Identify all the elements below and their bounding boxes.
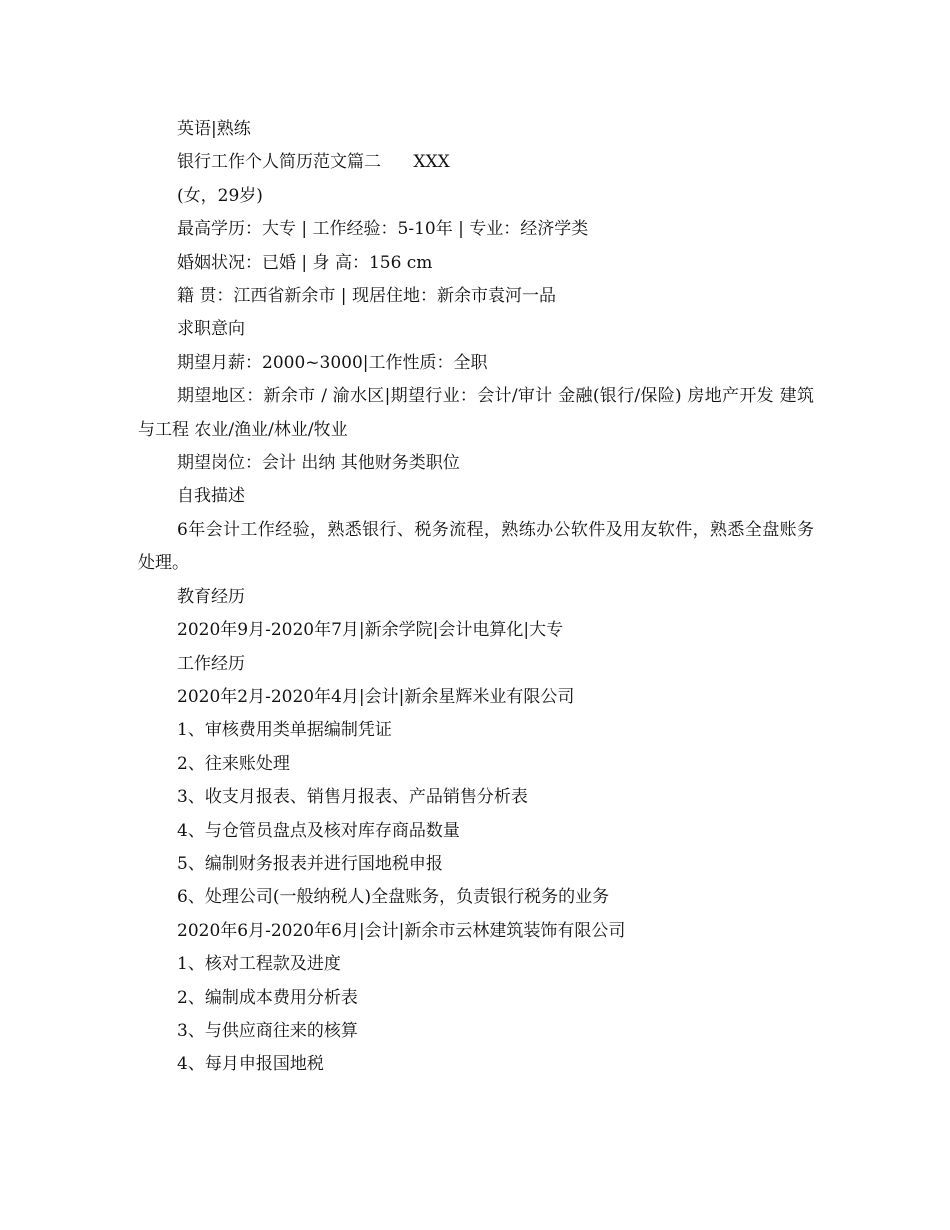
list-item: 2、编制成本费用分析表 <box>177 987 358 1008</box>
list-item: 5、编制财务报表并进行国地税申报 <box>177 853 443 874</box>
section-heading-education: 教育经历 <box>177 586 245 607</box>
section-heading-job-intention: 求职意向 <box>177 319 245 340</box>
list-item: 1、核对工程款及进度 <box>177 954 341 975</box>
work-entry-2: 2020年6月-2020年6月|会计|新余市云林建筑装饰有限公司 <box>177 920 626 941</box>
list-item: 2、往来账处理 <box>177 753 290 774</box>
resume-body <box>138 113 814 1082</box>
list-item: 4、每月申报国地税 <box>177 1054 324 1075</box>
gender-age: (女，29岁) <box>177 185 263 206</box>
expected-salary: 期望月薪：2000~3000|工作性质：全职 <box>177 352 488 373</box>
section-heading-work-experience: 工作经历 <box>177 653 245 674</box>
origin-residence: 籍 贯：江西省新余市 | 现居住地：新余市袁河一品 <box>177 286 556 307</box>
section-heading-self-description: 自我描述 <box>177 486 245 507</box>
list-item: 3、收支月报表、销售月报表、产品销售分析表 <box>177 787 528 808</box>
list-item: 6、处理公司(一般纳税人)全盘账务，负责银行税务的业务 <box>177 887 610 908</box>
list-item: 4、与仓管员盘点及核对库存商品数量 <box>177 820 460 841</box>
resume-title: 银行工作个人简历范文篇二 XXX <box>177 152 450 173</box>
work-entry-1: 2020年2月-2020年4月|会计|新余星辉米业有限公司 <box>177 686 575 707</box>
expected-position: 期望岗位：会计 出纳 其他财务类职位 <box>177 453 460 474</box>
language-skill: 英语|熟练 <box>177 119 251 139</box>
list-item: 3、与供应商往来的核算 <box>177 1020 358 1041</box>
list-item: 1、审核费用类单据编制凭证 <box>177 720 392 741</box>
self-description: 6年会计工作经验，熟悉银行、税务流程，熟练办公软件及用友软件，熟悉全盘账务处理。 <box>138 519 814 574</box>
marital-height: 婚姻状况：已婚 | 身 高：156 cm <box>177 252 433 273</box>
expected-region-industry: 期望地区：新余市 / 渝水区|期望行业：会计/审计 金融(银行/保险) 房地产开发 建筑与工程 农业/渔业/林业/牧业 <box>138 386 814 440</box>
education-experience-major: 最高学历：大专 | 工作经验：5-10年 | 专业：经济学类 <box>177 219 589 240</box>
education-entry: 2020年9月-2020年7月|新余学院|会计电算化|大专 <box>177 620 564 641</box>
